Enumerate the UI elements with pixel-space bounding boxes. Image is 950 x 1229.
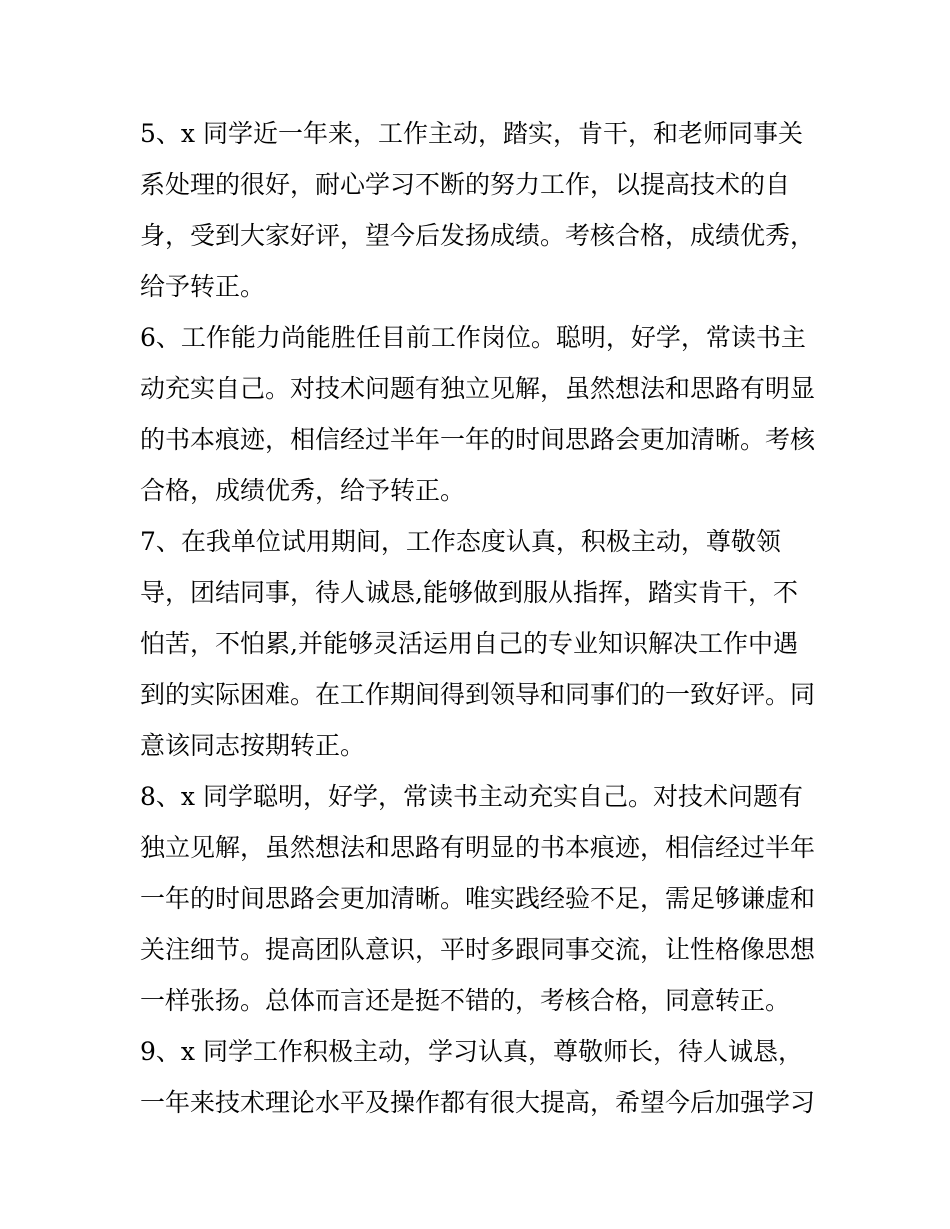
- text-line: 动充实自己。对技术问题有独立见解，虽然想法和思路有明显: [140, 374, 816, 403]
- text-line: 一样张扬。总体而言还是挺不错的，考核合格，同意转正。: [140, 986, 791, 1015]
- text-line: 怕苦，不怕累,并能够灵活运用自己的专业知识解决工作中遇: [140, 629, 798, 658]
- document-body: [140, 108, 820, 1128]
- text-line: 给予转正。: [140, 272, 266, 301]
- text-line: 关注细节。提高团队意识，平时多跟同事交流，让性格像思想: [140, 935, 816, 964]
- text-line: 7、在我单位试用期间，工作态度认真，积极主动，尊敬领: [140, 527, 781, 556]
- text-line: 意该同志按期转正。: [140, 731, 366, 760]
- text-line: 合格，成绩优秀，给予转正。: [140, 476, 466, 505]
- text-line: 导，团结同事，待人诚恳,能够做到服从指挥，踏实肯干，不: [140, 578, 798, 607]
- text-line: 独立见解，虽然想法和思路有明显的书本痕迹，相信经过半年: [140, 833, 816, 862]
- text-line: 的书本痕迹，相信经过半年一年的时间思路会更加清晰。考核: [140, 425, 816, 454]
- text-line: 8、x 同学聪明，好学，常读书主动充实自己。对技术问题有: [140, 782, 803, 811]
- text-line: 系处理的很好，耐心学习不断的努力工作，以提高技术的自: [140, 170, 791, 199]
- text-line: 一年来技术理论水平及操作都有很大提高，希望今后加强学习: [140, 1088, 816, 1117]
- text-line: 一年的时间思路会更加清晰。唯实践经验不足，需足够谦虚和: [140, 884, 816, 913]
- text-line: 到的实际困难。在工作期间得到领导和同事们的一致好评。同: [140, 680, 816, 709]
- text-line: 身，受到大家好评，望今后发扬成绩。考核合格，成绩优秀，: [140, 221, 816, 250]
- text-line: 9、x 同学工作积极主动，学习认真，尊敬师长，待人诚恳，: [140, 1037, 803, 1066]
- text-line: 6、工作能力尚能胜任目前工作岗位。聪明，好学，常读书主: [140, 323, 806, 352]
- text-line: 5、x 同学近一年来，工作主动，踏实，肯干，和老师同事关: [140, 119, 803, 148]
